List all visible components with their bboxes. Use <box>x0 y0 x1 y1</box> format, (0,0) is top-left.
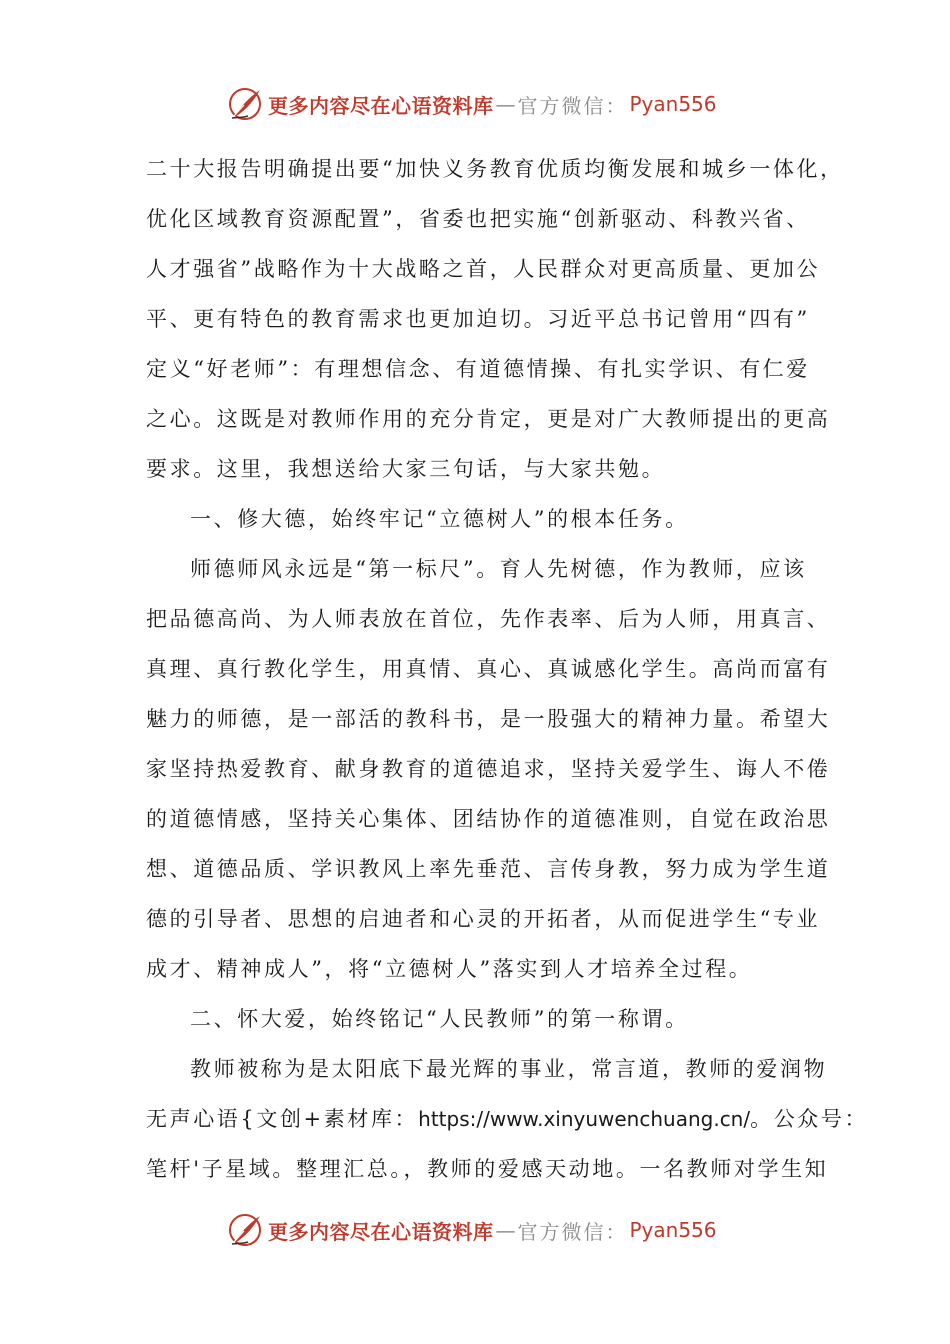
text-line: 二十大报告明确提出要“加快义务教育优质均衡发展和城乡一体化， <box>146 157 844 181</box>
section-heading-1: 一、修大德，始终牢记“立德树人”的根本任务。 <box>190 507 689 531</box>
text-line: 人才强省”战略作为十大战略之首，人民群众对更高质量、更加公 <box>146 257 821 281</box>
banner-wechat-label: 官方微信： <box>517 93 628 118</box>
website-url: https://www.xinyuwenchuang.cn/ <box>418 1107 751 1131</box>
text-line-with-url <box>146 1094 869 1144</box>
text-line: 定义“好老师”：有理想信念、有道德情操、有扎实学识、有仁爱 <box>146 357 810 381</box>
banner-title: 更多内容尽在心语资料库 <box>268 93 494 118</box>
text-line: 之心。这既是对教师作用的充分肯定，更是对广大教师提出的更高 <box>146 407 831 431</box>
text-line: 把品德高尚、为人师表放在首位，先作表率、后为人师，用真言、 <box>146 607 831 631</box>
text-line: 笔杆'子星域。整理汇总。，教师的爱感天动地。一名教师对学生知 <box>146 1157 829 1181</box>
section-heading-2: 二、怀大爱，始终铭记“人民教师”的第一称谓。 <box>190 1007 689 1031</box>
banner-wechat-id: Pyan556 <box>629 92 717 116</box>
text-line: 魅力的师德，是一部活的教科书，是一股强大的精神力量。希望大 <box>146 707 831 731</box>
text-line: 成才、精神成人”，将“立德树人”落实到人才培养全过程。 <box>146 957 753 981</box>
banner-wechat-id: Pyan556 <box>629 1218 717 1242</box>
document-body <box>146 144 869 1194</box>
text-line: 德的引导者、思想的启迪者和心灵的开拓者，从而促进学生“专业 <box>146 907 821 931</box>
banner-wechat-label: 官方微信： <box>517 1219 628 1244</box>
text-line: 要求。这里，我想送给大家三句话，与大家共勉。 <box>146 457 666 481</box>
text-line: 师德师风永远是“第一标尺”。育人先树德，作为教师，应该 <box>190 557 807 581</box>
footer-banner <box>228 1208 717 1252</box>
text-line: 平、更有特色的教育需求也更加迫切。习近平总书记曾用“四有” <box>146 307 810 331</box>
banner-dash: — <box>495 1218 516 1242</box>
text-line: 真理、真行教化学生，用真情、真心、真诚感化学生。高尚而富有 <box>146 657 831 681</box>
quill-pen-logo-icon <box>228 86 264 122</box>
text-line: 家坚持热爱教育、献身教育的道德追求，坚持关爱学生、诲人不倦 <box>146 757 831 781</box>
banner-dash: — <box>495 92 516 116</box>
text-line: 优化区域教育资源配置”，省委也把实施“创新驱动、科教兴省、 <box>146 207 810 231</box>
text-line: 教师被称为是太阳底下最光辉的事业，常言道，教师的爱润物 <box>190 1057 828 1081</box>
quill-pen-logo-icon <box>228 1212 264 1248</box>
text-segment: 无声心语{文创+素材库： <box>146 1107 419 1131</box>
text-segment: 。公众号： <box>750 1107 869 1131</box>
text-line: 的道德情感，坚持关心集体、团结协作的道德准则，自觉在政治思 <box>146 807 831 831</box>
header-banner <box>228 82 717 126</box>
text-line: 想、道德品质、学识教风上率先垂范、言传身教，努力成为学生道 <box>146 857 831 881</box>
banner-title: 更多内容尽在心语资料库 <box>268 1219 494 1244</box>
